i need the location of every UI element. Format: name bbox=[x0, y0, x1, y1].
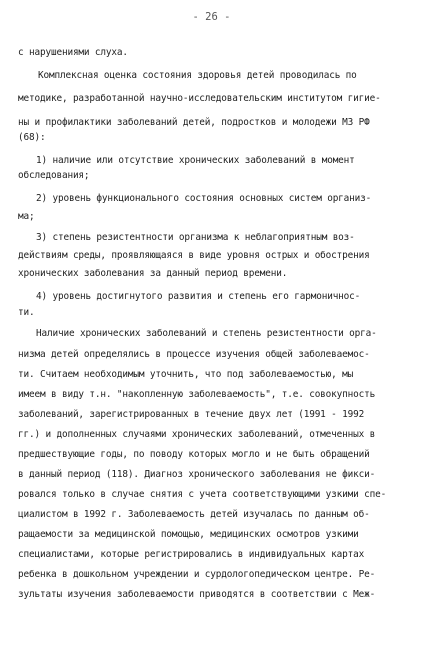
text-line: 2) уровень функционального состояния основных систем организ- bbox=[36, 193, 372, 204]
text-line: 3) степень резистентности организма к неблагоприятным воз- bbox=[36, 232, 355, 243]
text-line: ти. bbox=[18, 307, 35, 318]
text-line: специалистами, которые регистрировались в индивидуальных картах bbox=[18, 549, 365, 560]
text-line: методике, разработанной научно-исследовательским институтом гигие- bbox=[18, 93, 381, 104]
text-line: гг.) и дополненных случаями хронических заболеваний, отмеченных в bbox=[18, 429, 376, 440]
text-line: обследования; bbox=[18, 170, 90, 181]
text-line: ны и профилактики заболеваний детей, подростков и молодежи МЗ РФ bbox=[18, 117, 370, 128]
text-line: Комплексная оценка состояния здоровья детей проводилась по bbox=[38, 70, 357, 81]
text-line: в данный период (118). Диагноз хронического заболевания не фикси- bbox=[18, 469, 376, 480]
page-number: - 26 - bbox=[192, 11, 231, 23]
text-line: ращаемости за медицинской помощью, медицинских осмотров узкими bbox=[18, 529, 359, 540]
text-line: (68): bbox=[18, 132, 46, 143]
text-line: низма детей определялись в процессе изучения общей заболеваемос- bbox=[18, 349, 370, 360]
text-line: ма; bbox=[18, 211, 35, 222]
text-line: ребенка в дошкольном учреждении и сурдологопедическом центре. Ре- bbox=[18, 569, 376, 580]
text-line: ти. Считаем необходимым уточнить, что под заболеваемостью, мы bbox=[18, 369, 354, 380]
text-line: 4) уровень достигнутого развития и степень его гармоничнос- bbox=[36, 291, 361, 302]
text-line: Наличие хронических заболеваний и степень резистентности орга- bbox=[36, 328, 377, 339]
text-line: имеем в виду т.н. "накопленную заболеваемость", т.е. совокупность bbox=[18, 389, 376, 400]
text-line: зультаты изучения заболеваемости приводятся в соответствии с Меж- bbox=[18, 589, 376, 600]
text-line: заболеваний, зарегистрированных в течение двух лет (1991 - 1992 bbox=[18, 409, 365, 420]
text-line: циалистом в 1992 г. Заболеваемость детей изучалась по данным об- bbox=[18, 509, 370, 520]
text-line: 1) наличие или отсутствие хронических заболеваний в момент bbox=[36, 155, 355, 166]
text-line: действиям среды, проявляющаяся в виде уровня острых и обострения bbox=[18, 250, 370, 261]
text-line: предшествующие годы, по поводу которых могло и не быть обращений bbox=[18, 449, 370, 460]
text-line: хронических заболевания за данный период времени. bbox=[18, 268, 288, 279]
text-line: ровался только в случае снятия с учета соответствующими узкими спе- bbox=[18, 489, 387, 500]
text-line: с нарушениями слуха. bbox=[18, 47, 128, 58]
